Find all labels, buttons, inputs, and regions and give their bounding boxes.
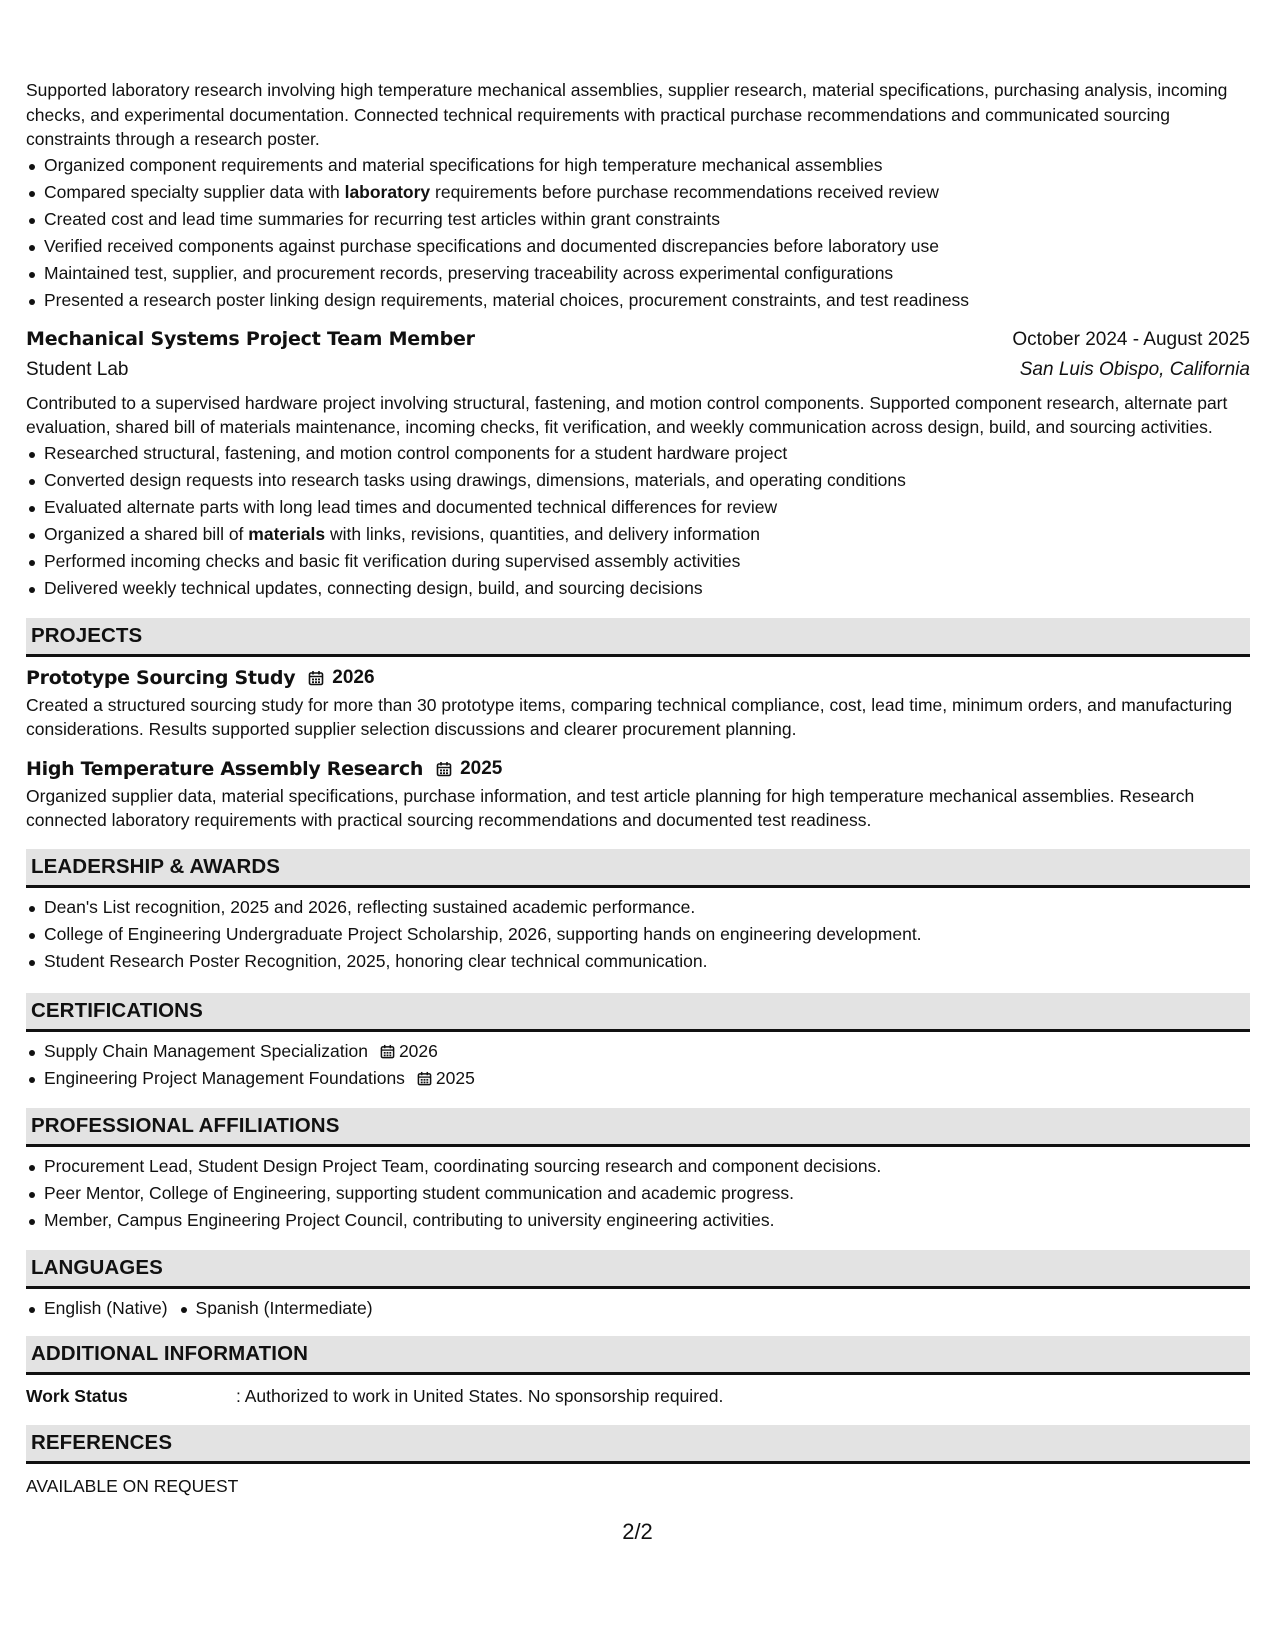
project-description: Created a structured sourcing study for more than 30 prototype items, comparing technical compliance, cost, lead time, minimum orders, and manufacturing considerations. Results supported supplier selection discussions and clearer procurement planning. (26, 694, 1233, 739)
list-item: Converted design requests into research tasks using drawings, dimensions, materials, and operating conditions (44, 467, 1250, 494)
references-text: AVAILABLE ON REQUEST (26, 1475, 239, 1496)
list-item: Spanish (Intermediate) (196, 1295, 373, 1322)
project-header (26, 663, 1250, 693)
job-description: Contributed to a supervised hardware project involving structural, fastening, and motion control components. Supported component research, alternate part evaluation, shared bill of materials maintenance, incoming checks, fit verification, and weekly communication across design, build, and sourcing activities. (26, 392, 1228, 437)
job-dates: October 2024 - August 2025 (1012, 328, 1250, 350)
bullet-bold-text: materials (248, 523, 326, 544)
resume-page (26, 78, 1250, 1498)
list-item: Dean's List recognition, 2025 and 2026, reflecting sustained academic performance. (44, 894, 1250, 921)
list-item: Procurement Lead, Student Design Project Team, coordinating sourcing research and component decisions. (44, 1153, 1250, 1180)
certification-name: Supply Chain Management Specialization (44, 1040, 368, 1061)
project-title: Prototype Sourcing Study (26, 666, 296, 689)
project-header (26, 754, 1250, 784)
list-item (44, 1065, 1250, 1092)
job-title: Mechanical Systems Project Team Member (26, 327, 475, 350)
list-item: Performed incoming checks and basic fit verification during supervised assembly activities (44, 548, 1250, 575)
calendar-icon (417, 1071, 432, 1086)
list-item: Created cost and lead time summaries for recurring test articles within grant constraints (44, 206, 1250, 233)
experience-bullets (26, 152, 1250, 314)
project-year: 2025 (460, 757, 503, 779)
list-item (44, 521, 1250, 548)
section-heading-languages: LANGUAGES (26, 1250, 1250, 1289)
job-subheader (26, 355, 1250, 385)
page-number: 2/2 (622, 1519, 653, 1544)
list-item: Member, Campus Engineering Project Council, contributing to university engineering activities. (44, 1207, 1250, 1234)
section-heading-affiliations: PROFESSIONAL AFFILIATIONS (26, 1108, 1250, 1147)
section-heading-projects: PROJECTS (26, 618, 1250, 657)
list-item: Evaluated alternate parts with long lead times and documented technical differences for review (44, 494, 1250, 521)
job-organization: Student Lab (26, 358, 129, 380)
section-heading-leadership: LEADERSHIP & AWARDS (26, 849, 1250, 888)
list-item: English (Native) (44, 1295, 168, 1322)
list-item (44, 179, 1250, 206)
affiliations-list (26, 1153, 1250, 1234)
job-location: San Luis Obispo, California (1019, 358, 1250, 380)
bullet-text: requirements before purchase recommendations received review (430, 181, 939, 202)
list-item (44, 1038, 1250, 1065)
project-title: High Temperature Assembly Research (26, 757, 424, 780)
list-item: College of Engineering Undergraduate Project Scholarship, 2026, supporting hands on engineering development. (44, 921, 1250, 948)
job-header (26, 324, 1250, 355)
certification-name: Engineering Project Management Foundations (44, 1067, 405, 1088)
certifications-list (26, 1038, 1250, 1092)
job-bullets (26, 440, 1250, 602)
experience-description: Supported laboratory research involving high temperature mechanical assemblies, supplier research, material specifications, purchasing analysis, incoming checks, and experimental documentation. Connected technical requirements with practical purchase recommendations and communicated sourcing constraints through a research poster. (26, 80, 1228, 149)
languages-list (26, 1295, 1250, 1322)
bullet-text: Organized a shared bill of (44, 523, 249, 544)
section-heading-certifications: CERTIFICATIONS (26, 993, 1250, 1032)
list-item: Delivered weekly technical updates, connecting design, build, and sourcing decisions (44, 575, 1250, 602)
work-status-label: Work Status (26, 1385, 128, 1406)
bullet-bold-text: laboratory (344, 181, 431, 202)
list-item: Maintained test, supplier, and procurement records, preserving traceability across experimental configurations (44, 260, 1250, 287)
project-year: 2026 (332, 666, 375, 688)
section-heading-references: REFERENCES (26, 1425, 1250, 1464)
list-item: Organized component requirements and material specifications for high temperature mechanical assemblies (44, 152, 1250, 179)
bullet-text: with links, revisions, quantities, and delivery information (325, 523, 760, 544)
list-item: Presented a research poster linking design requirements, material choices, procurement constraints, and test readiness (44, 287, 1250, 314)
calendar-icon (308, 670, 324, 686)
bullet-text: Compared specialty supplier data with (44, 181, 345, 202)
project-description: Organized supplier data, material specifications, purchase information, and test article planning for high temperature mechanical assemblies. Research connected laboratory requirements with practical sourcing recommendations and documented test readiness. (26, 785, 1195, 830)
leadership-list (26, 894, 1250, 975)
list-item: Researched structural, fastening, and motion control components for a student hardware project (44, 440, 1250, 467)
list-item: Student Research Poster Recognition, 2025, honoring clear technical communication. (44, 948, 1250, 975)
list-item: Peer Mentor, College of Engineering, supporting student communication and academic progress. (44, 1180, 1250, 1207)
section-heading-additional: ADDITIONAL INFORMATION (26, 1336, 1250, 1375)
list-item: Verified received components against purchase specifications and documented discrepancies before laboratory use (44, 233, 1250, 260)
calendar-icon (380, 1044, 395, 1059)
work-status-value: : Authorized to work in United States. No sponsorship required. (236, 1385, 724, 1406)
work-status-row (26, 1383, 1250, 1409)
calendar-icon (436, 761, 452, 777)
certification-year: 2026 (398, 1040, 438, 1061)
certification-year: 2025 (435, 1067, 475, 1088)
